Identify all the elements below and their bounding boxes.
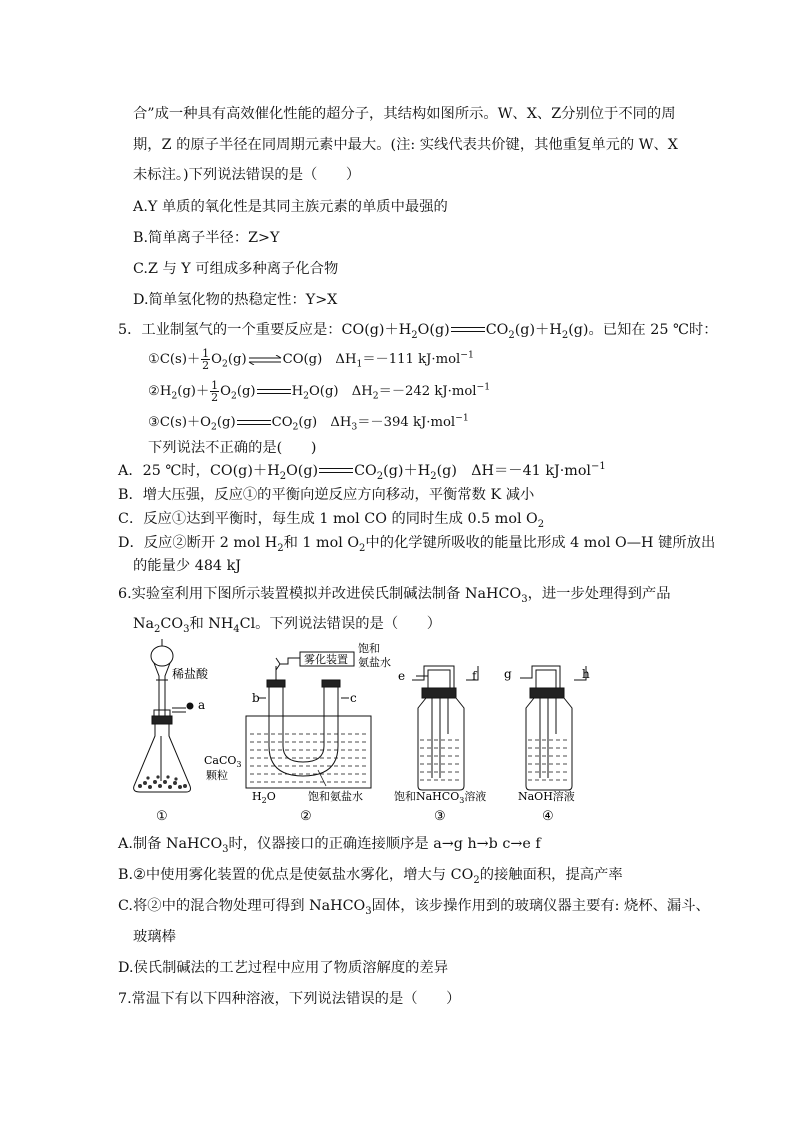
q5-reaction-1: ①C(s)＋ $\frac{1}{2}$ $O_2(g)$ CO(g) $\Delta H_1=-111$ kJ·mol$^{-1}$ [148, 347, 474, 372]
label-naoh: NaOH溶液 [518, 790, 575, 803]
label-b: b [252, 691, 260, 705]
apparatus-diagram [128, 636, 616, 826]
apparatus-2-u-tube [246, 652, 371, 788]
label-f: f [472, 669, 477, 683]
q5-stem: 下列说法不正确的是( ) [148, 440, 317, 456]
equals-arrow-icon [451, 326, 485, 334]
q7-text: 7.常温下有以下四种溶液，下列说法错误的是（ ） [118, 991, 461, 1007]
q5-option-b: B．增大压强，反应①的平衡向逆反应方向移动，平衡常数 K 减小 [118, 487, 535, 503]
q5-option-d: D．反应②断开 2 mol $H_2$和 1 mol $O_2$中的化学键所吸收的能量比形成 4 mol O—H 键所放出 [118, 535, 716, 554]
label-sat-nahco3: 饱和NaHCO$_3$溶液 [394, 790, 487, 805]
q4-option-d: D.简单氢化物的热稳定性：Y>X [133, 292, 338, 308]
apparatus-figure [128, 636, 616, 826]
bottle-3-liquid [420, 740, 462, 780]
water-bath-lines [250, 734, 367, 782]
apparatus-4-wash-bottle [520, 666, 586, 790]
q6-option-b: B.②中使用雾化装置的优点是使氨盐水雾化，增大与 $CO_2$的接触面积，提高产率 [118, 867, 623, 886]
label-num-4: ④ [542, 809, 554, 824]
q5-option-d-cont: 的能量少 484 kJ [133, 558, 241, 574]
label-h2o: $H_2O$ [252, 790, 276, 805]
equals-arrow-icon [257, 388, 291, 396]
label-c: c [350, 691, 357, 705]
label-caco3: CaCO$_3$ [204, 754, 242, 769]
q4-text-line-2: 期，Z 的原子半径在同周期元素中最大。(注: 实线代表共价键，其他重复单元的 W、X [133, 137, 678, 153]
q6-option-d: D.侯氏制碱法的工艺过程中应用了物质溶解度的差异 [118, 960, 449, 976]
q6-option-c: C.将②中的混合物处理可得到 NaHCO$_3$固体，该步操作用到的玻璃仪器主要有: 烧杯、漏斗、 [118, 898, 710, 917]
label-g: g [504, 667, 512, 681]
q5-reaction-2: $②H_2(g)+$ $\frac{1}{2}$ $O_2(g)$ $H_2O(g)$ $\Delta H_2=-242$ kJ·mol$^{-1}$ [148, 379, 491, 404]
apparatus-3-wash-bottle [412, 666, 478, 790]
q4-option-a: A.Y 单质的氧化性是其同主族元素的单质中最强的 [133, 199, 448, 215]
label-granules: 颗粒 [206, 769, 228, 782]
q5-option-c: C．反应①达到平衡时，每生成 1 mol CO 的同时生成 0.5 mol $O_2$ [118, 511, 545, 530]
q6-text-line-2: $Na_2CO_3$和 $NH_4Cl$。下列说法错误的是（ ） [133, 616, 442, 635]
q5-option-a: A．25 ℃时，$CO(g)+H_2O(g)$ $CO_2(g)+H_2(g)$ ΔH＝－41 kJ·mol$^{-1}$ [118, 461, 606, 482]
apparatus-1-flask [134, 639, 193, 792]
q5-intro: 5．工业制氢气的一个重要反应是：$CO(g)+H_2O(g)$ $CO_2(g)+H_2(g)$。已知在 25 ℃时： [118, 322, 718, 341]
label-sat-ammonia-brine: 饱和氨盐水 [308, 790, 363, 803]
label-h: h [582, 667, 590, 681]
q4-option-b: B.简单离子半径：Z>Y [133, 230, 280, 246]
fraction-half: $\frac{1}{2}$ [202, 347, 210, 372]
bottle-4-liquid [528, 740, 570, 780]
label-num-2: ② [300, 809, 312, 824]
label-ammonia-brine: 氨盐水 [358, 656, 391, 669]
q4-option-c: C.Z 与 Y 可组成多种离子化合物 [133, 261, 339, 277]
q5-reaction-3: $③C(s)+O_2(g)$ $CO_2(g)$ $\Delta H_3=-394$ kJ·mol$^{-1}$ [148, 412, 469, 433]
equals-arrow-icon [237, 419, 271, 427]
q6-text-line-1: 6.实验室利用下图所示装置模拟并改进侯氏制碱法制备 NaHCO$_3$，进一步处理得到产品 [118, 586, 671, 605]
label-e: e [398, 669, 406, 683]
reversible-arrow-icon [248, 355, 282, 365]
q4-text-line-1: 合”成一种具有高效催化性能的超分子，其结构如图所示。W、X、Z分别位于不同的周 [133, 106, 676, 122]
label-saturated: 饱和 [358, 642, 380, 655]
label-num-1: ① [156, 809, 168, 824]
label-dilute-hcl: 稀盐酸 [172, 667, 209, 681]
equals-arrow-icon [319, 467, 353, 475]
q6-option-a: A.制备 NaHCO$_3$时，仪器接口的正确连接顺序是 a→g h→b c→e f [118, 836, 541, 855]
label-a: a [198, 698, 206, 712]
label-fog-device: 雾化装置 [304, 653, 348, 666]
q4-text-line-3: 未标注。)下列说法错误的是（ ） [133, 167, 361, 183]
q6-option-c-cont: 玻璃棒 [133, 929, 176, 945]
label-num-3: ③ [434, 809, 446, 824]
fraction-half: $\frac{1}{2}$ [211, 379, 219, 404]
caco3-granules [138, 775, 187, 789]
